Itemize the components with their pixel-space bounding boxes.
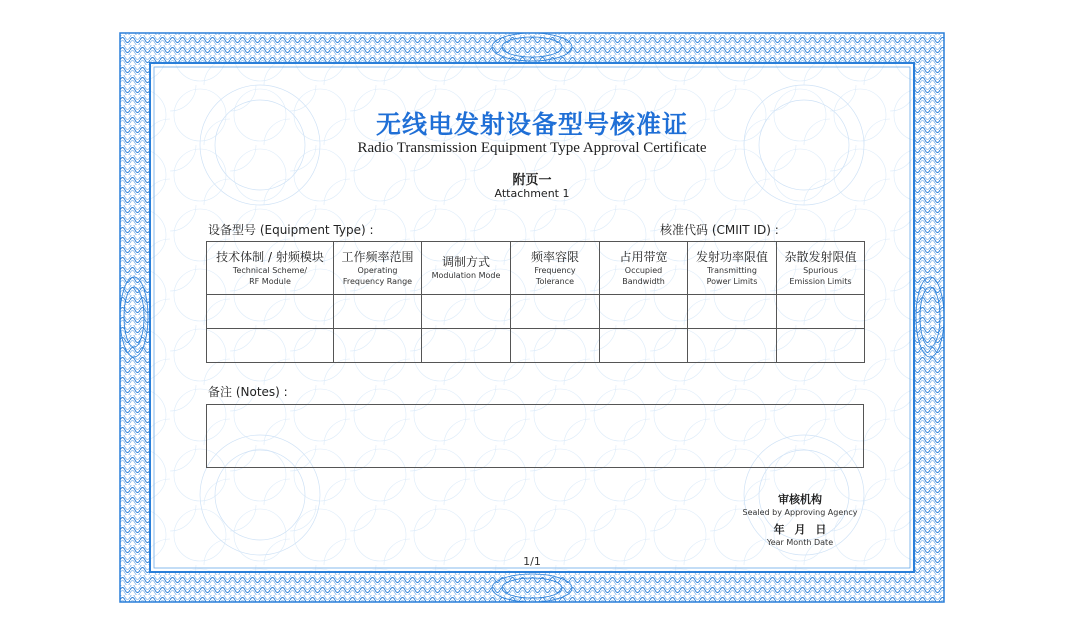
header-en: RF Module <box>249 276 291 286</box>
header-en: Power Limits <box>706 276 758 286</box>
header-cn: 占用带宽 <box>619 249 668 264</box>
cmiit-id-label: 核准代码 (CMIIT ID) : <box>660 223 779 237</box>
header-frequency-tolerance <box>511 242 600 295</box>
notes-label: 备注 (Notes) : <box>208 385 288 399</box>
header-occupied-bandwidth <box>600 242 688 295</box>
header-cn: 发射功率限值 <box>695 249 768 264</box>
table-cell <box>777 295 865 329</box>
certificate-page <box>110 25 954 610</box>
table-cell <box>334 329 422 363</box>
header-en: Spurious <box>803 265 838 275</box>
page-number: 1/1 <box>523 555 541 568</box>
table-cell <box>422 295 511 329</box>
header-en: Technical Scheme/ <box>232 265 308 275</box>
table-cell <box>422 329 511 363</box>
seal-label-chinese: 审核机构 <box>778 493 822 506</box>
table-cell <box>777 329 865 363</box>
date-label-english: Year Month Date <box>766 538 834 547</box>
certificate-content <box>150 63 914 583</box>
table-cell <box>600 295 688 329</box>
header-cn: 技术体制 / 射频模块 <box>216 249 324 264</box>
spec-table <box>206 241 865 363</box>
header-cn: 频率容限 <box>530 249 579 264</box>
date-label-chinese: 年 月 日 <box>773 523 827 536</box>
table-cell <box>511 329 600 363</box>
header-en: Frequency Range <box>342 276 413 286</box>
header-cn: 调制方式 <box>441 255 490 269</box>
header-en: Tolerance <box>535 276 575 286</box>
attachment-label-chinese: 附页一 <box>512 173 552 188</box>
header-modulation-mode <box>422 242 511 295</box>
header-frequency-range <box>334 242 422 295</box>
header-tech-scheme <box>207 242 334 295</box>
header-cn: 工作频率范围 <box>341 249 414 264</box>
header-power-limits <box>688 242 777 295</box>
table-cell <box>511 295 600 329</box>
header-en: Transmitting <box>707 265 757 275</box>
header-en: Modulation Mode <box>431 271 501 280</box>
header-en: Bandwidth <box>622 276 665 286</box>
seal-block <box>720 493 880 549</box>
table-header-row <box>207 242 865 295</box>
table-row <box>207 295 865 329</box>
table-cell <box>334 295 422 329</box>
table-cell <box>207 329 334 363</box>
table-cell <box>688 329 777 363</box>
table-cell <box>600 329 688 363</box>
notes-box <box>206 404 864 468</box>
equipment-type-label: 设备型号 (Equipment Type) : <box>208 223 374 237</box>
header-spurious-emission <box>777 242 865 295</box>
table-cell <box>207 295 334 329</box>
header-en: Frequency <box>534 265 576 275</box>
header-en: Occupied <box>624 265 663 275</box>
header-en: Operating <box>357 265 398 275</box>
header-en: Emission Limits <box>789 276 852 286</box>
seal-label-english: Sealed by Approving Agency <box>742 508 858 517</box>
table-row <box>207 329 865 363</box>
table-cell <box>688 295 777 329</box>
header-cn: 杂散发射限值 <box>784 249 857 264</box>
title-english: Radio Transmission Equipment Type Approval Certificate <box>357 140 707 156</box>
attachment-label-english: Attachment 1 <box>494 187 570 200</box>
title-chinese: 无线电发射设备型号核准证 <box>375 110 688 139</box>
